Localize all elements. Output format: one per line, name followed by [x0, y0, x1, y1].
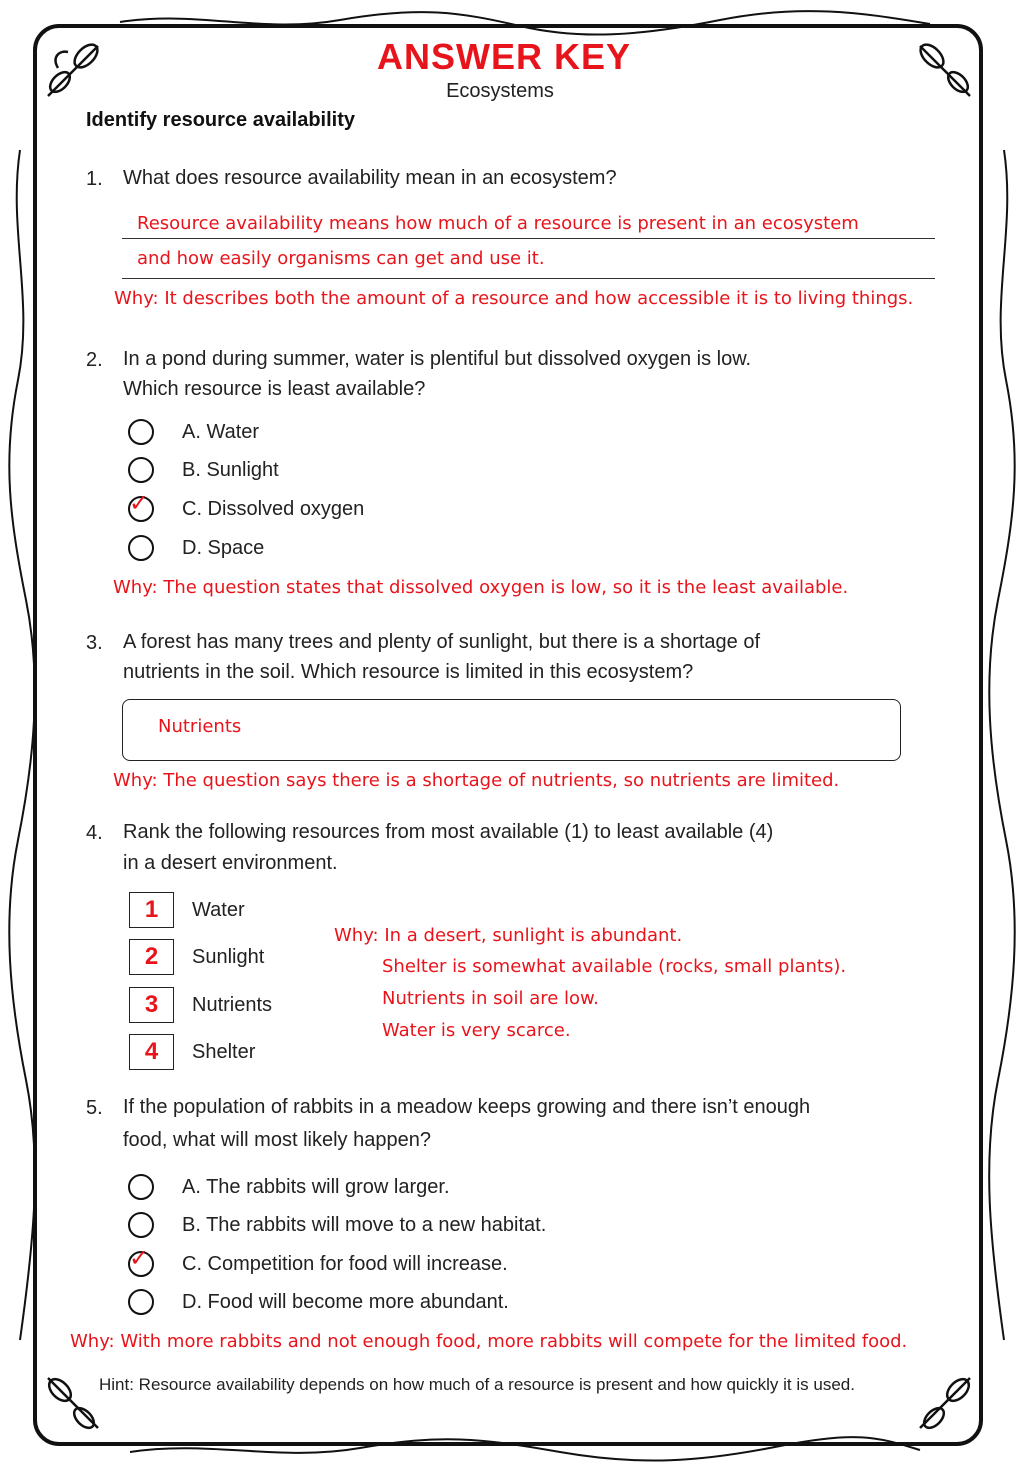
question-text: food, what will most likely happen?: [123, 1129, 431, 1151]
question-text: Which resource is least available?: [123, 378, 426, 400]
answer-text: Nutrients: [158, 716, 242, 737]
answer-option[interactable]: B. The rabbits will move to a new habitat.: [128, 1210, 154, 1240]
leaf-sprig-icon: [38, 1368, 108, 1438]
page-subtitle: Ecosystems: [446, 80, 554, 102]
hint-text: Hint: Resource availability depends on how much of a resource is present and how quickly it is used.: [99, 1375, 855, 1394]
check-mark-icon: ✓: [129, 490, 150, 517]
why-explanation: Shelter is somewhat available (rocks, small plants).: [382, 956, 847, 977]
why-explanation: Why: In a desert, sunlight is abundant.: [334, 925, 683, 946]
question-text: What does resource availability mean in an ecosystem?: [123, 167, 617, 189]
why-explanation: Why: The question says there is a shortage of nutrients, so nutrients are limited.: [113, 770, 840, 791]
radio-circle-icon[interactable]: [128, 1212, 154, 1238]
rank-label: Sunlight: [192, 946, 265, 968]
page-title: ANSWER KEY: [376, 36, 632, 77]
answer-rule: [122, 278, 935, 279]
radio-circle-icon[interactable]: [128, 1289, 154, 1315]
answer-option-correct[interactable]: ✓ C. Dissolved oxygen: [128, 494, 154, 524]
rank-label: Water: [192, 899, 245, 921]
answer-option[interactable]: A. Water: [128, 417, 154, 447]
radio-circle-icon[interactable]: [128, 1245, 154, 1277]
why-explanation: Why: It describes both the amount of a resource and how accessible it is to living things.: [114, 288, 914, 309]
radio-circle-icon[interactable]: [128, 457, 154, 483]
question-number: 5.: [86, 1097, 103, 1119]
question-number: 4.: [86, 822, 103, 844]
rank-box[interactable]: 4: [129, 1034, 174, 1070]
why-explanation: Why: With more rabbits and not enough food, more rabbits will compete for the limited food.: [70, 1331, 908, 1352]
question-text: in a desert environment.: [123, 852, 338, 874]
question-text: In a pond during summer, water is plentiful but dissolved oxygen is low.: [123, 348, 752, 370]
rank-box[interactable]: 3: [129, 987, 174, 1023]
answer-option[interactable]: D. Space: [128, 533, 154, 563]
radio-circle-icon[interactable]: [128, 419, 154, 445]
answer-option[interactable]: B. Sunlight: [128, 455, 154, 485]
rank-label: Nutrients: [192, 994, 273, 1016]
why-explanation: Why: The question states that dissolved oxygen is low, so it is the least available.: [113, 577, 849, 598]
question-text: A forest has many trees and plenty of sunlight, but there is a shortage of: [123, 631, 761, 653]
answer-line: Resource availability means how much of a resource is present in an ecosystem: [137, 213, 859, 234]
answer-rule: [122, 238, 935, 239]
leaf-sprig-icon: [910, 1368, 980, 1438]
radio-circle-icon[interactable]: [128, 1174, 154, 1200]
question-text: nutrients in the soil. Which resource is limited in this ecosystem?: [123, 661, 694, 683]
answer-option[interactable]: A. The rabbits will grow larger.: [128, 1172, 154, 1202]
check-mark-icon: ✓: [129, 1245, 150, 1272]
rank-box[interactable]: 2: [129, 939, 174, 975]
why-explanation: Water is very scarce.: [382, 1020, 571, 1041]
answer-option-correct[interactable]: ✓ C. Competition for food will increase.: [128, 1249, 154, 1279]
answer-option[interactable]: D. Food will become more abundant.: [128, 1287, 154, 1317]
section-heading: Identify resource availability: [86, 109, 355, 131]
radio-circle-icon[interactable]: [128, 535, 154, 561]
question-text: Rank the following resources from most available (1) to least available (4): [123, 821, 774, 843]
rank-box[interactable]: 1: [129, 892, 174, 928]
why-explanation: Nutrients in soil are low.: [382, 988, 599, 1009]
radio-circle-icon[interactable]: [128, 490, 154, 522]
question-number: 2.: [86, 349, 103, 371]
answer-line: and how easily organisms can get and use it.: [137, 248, 545, 269]
question-number: 1.: [86, 168, 103, 190]
question-text: If the population of rabbits in a meadow keeps growing and there isn’t enough: [123, 1096, 811, 1118]
question-number: 3.: [86, 632, 103, 654]
rank-label: Shelter: [192, 1041, 256, 1063]
